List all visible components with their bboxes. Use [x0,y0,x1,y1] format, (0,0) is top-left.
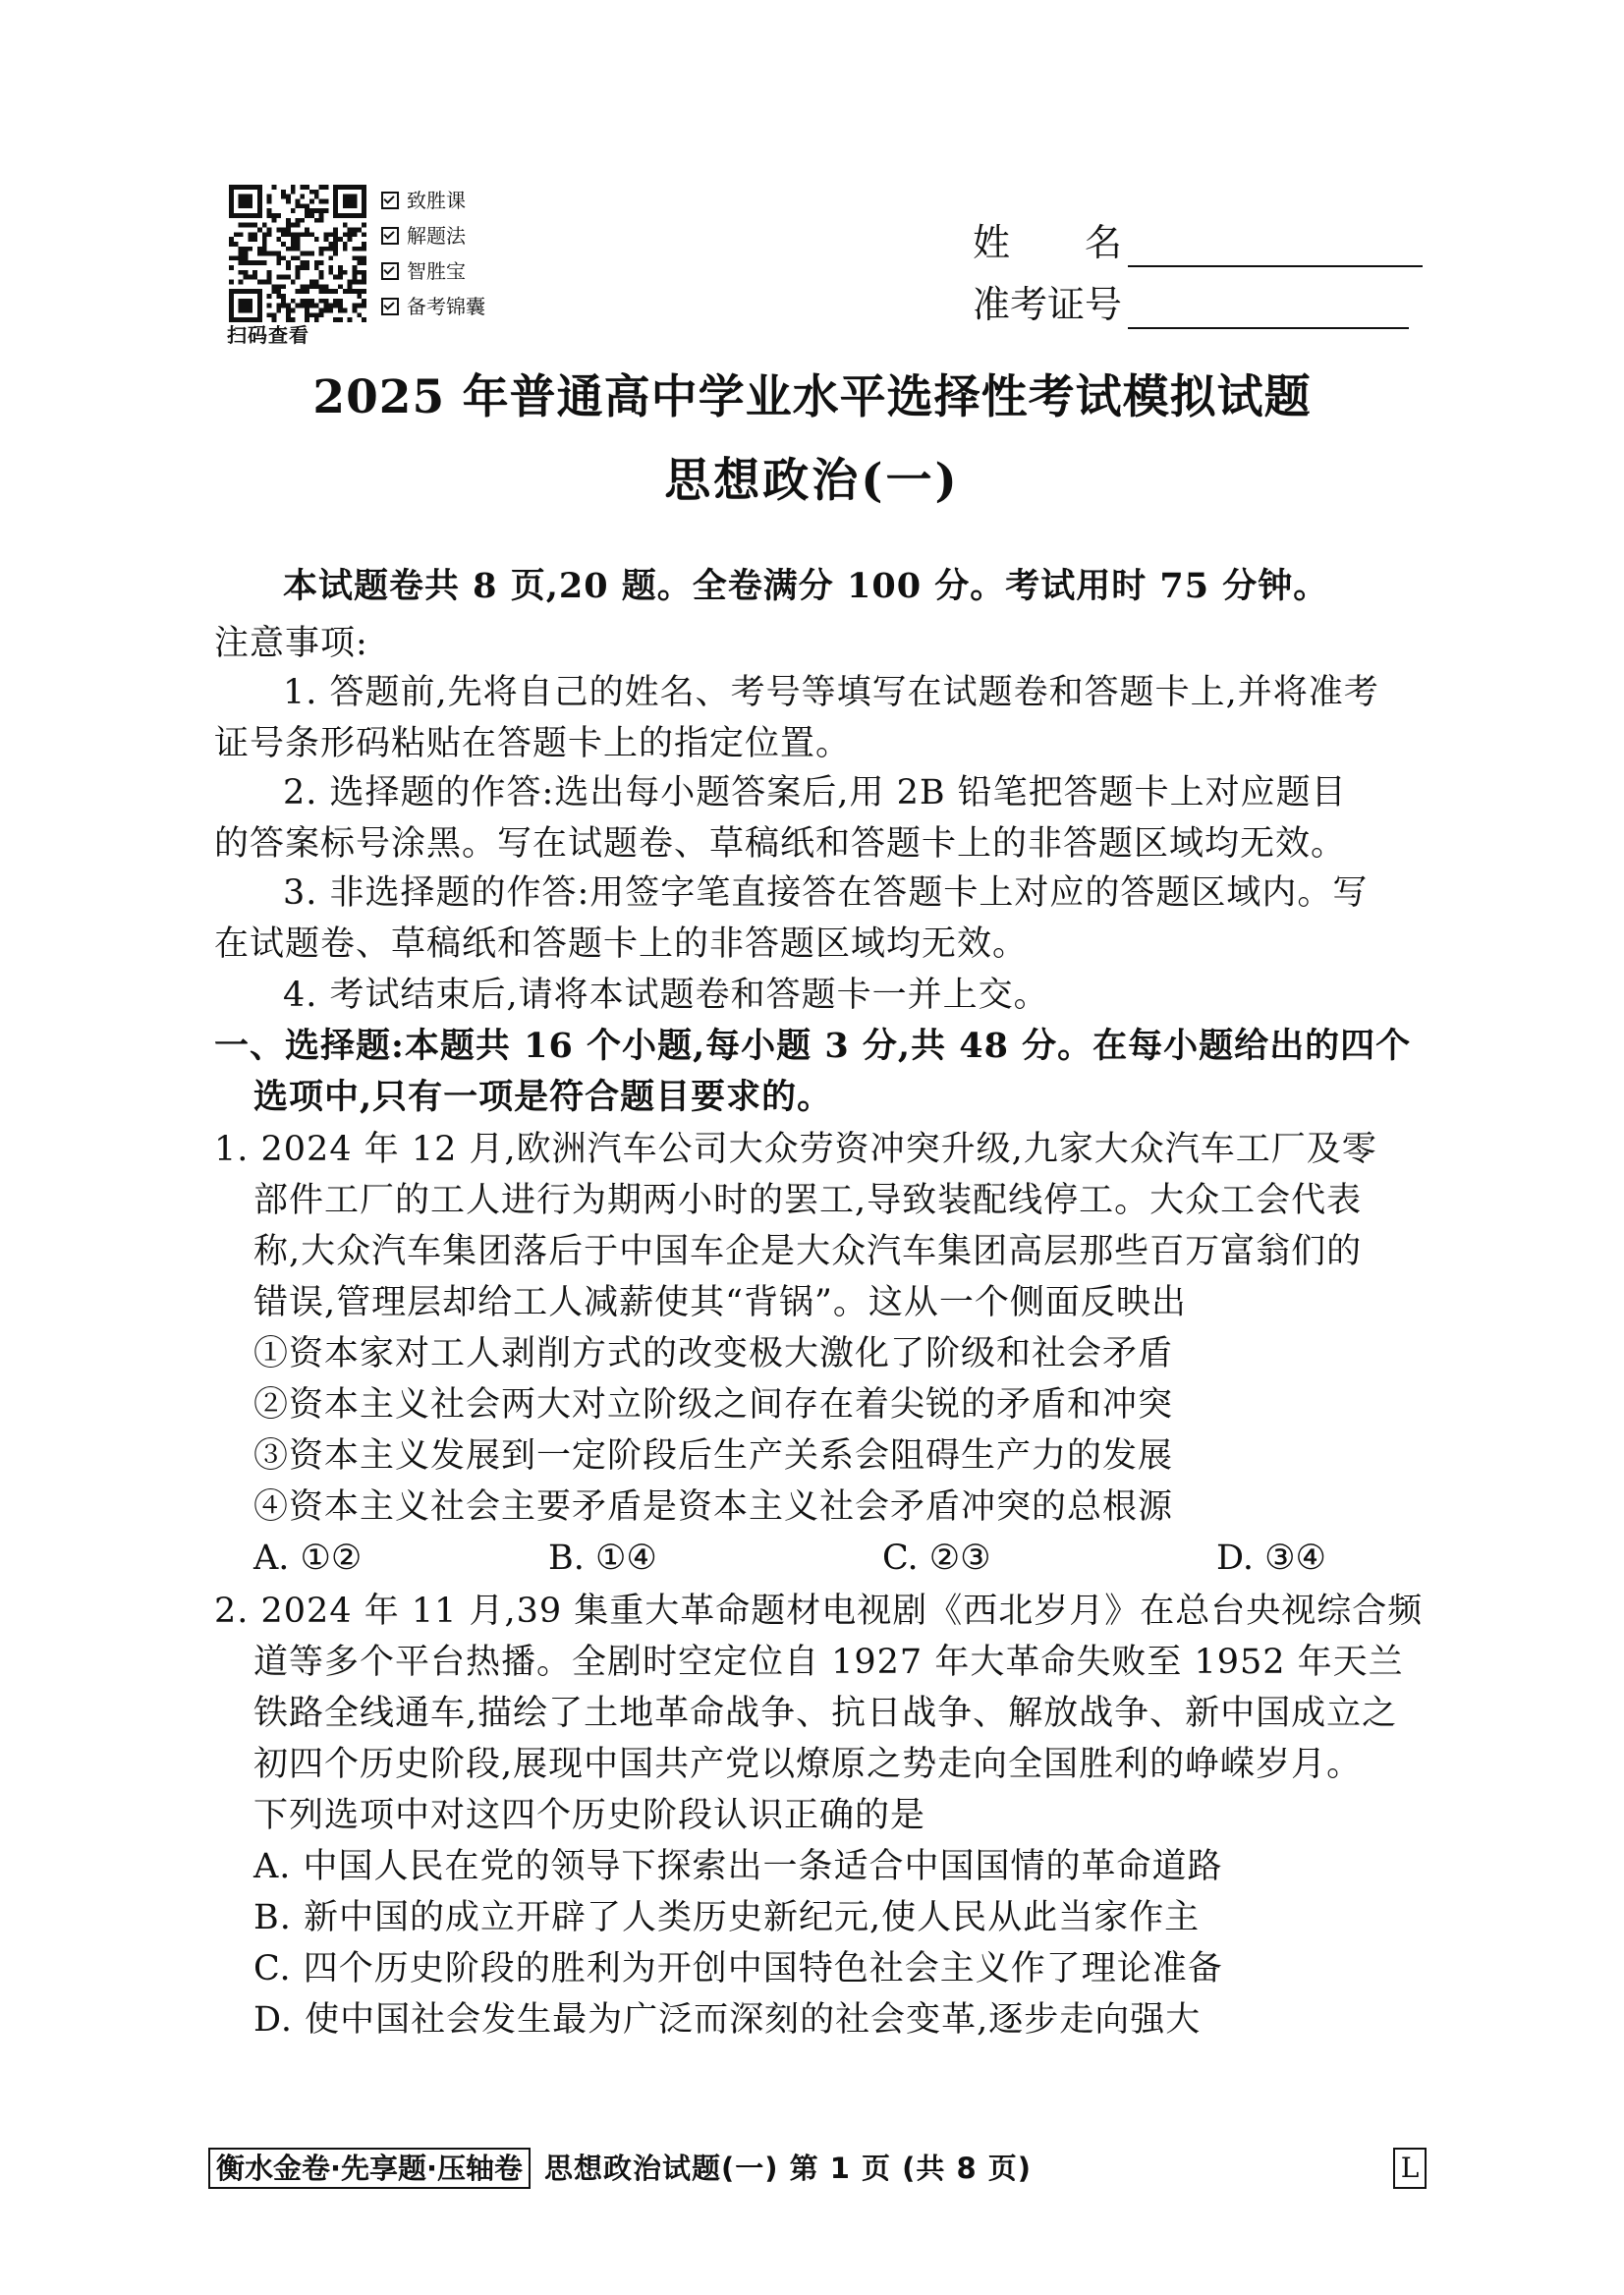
q2-stem-line: 道等多个平台热播。全剧时空定位自 1927 年大革命失败至 1952 年天兰 [253,1643,1404,1682]
page-indicator: 思想政治试题(一) 第 1 页 (共 8 页) [544,2152,1032,2185]
note-line: 的答案标号涂黑。写在试题卷、草稿纸和答题卡上的非答题区域均无效。 [214,824,1347,864]
q1-stem-line: 称,大众汽车集团落后于中国车企是大众汽车集团高层那些百万富翁们的 [253,1232,1363,1271]
qr-feature-label: 致胜课 [407,189,466,212]
exam-intro: 本试题卷共 8 页,20 题。全卷满分 100 分。考试用时 75 分钟。 [283,566,1329,606]
note-line: 3. 非选择题的作答:用签字笔直接答在答题卡上对应的答题区域内。写 [283,873,1369,913]
q2-option-c[interactable]: C. 四个历史阶段的胜利为开创中国特色社会主义作了理论准备 [253,1949,1223,1988]
qr-feature-list [381,183,485,324]
name-field[interactable] [973,218,1423,267]
q1-statement: ②资本主义社会两大对立阶级之间存在着尖锐的矛盾和冲突 [253,1385,1174,1425]
q2-option-d[interactable]: D. 使中国社会发生最为广泛而深刻的社会变革,逐步走向强大 [253,2000,1202,2040]
q2-stem-line: 初四个历史阶段,展现中国共产党以燎原之势走向全国胜利的峥嵘岁月。 [253,1745,1363,1784]
q1-stem-line: 1. 2024 年 12 月,欧洲汽车公司大众劳资冲突升级,九家大众汽车工厂及零 [214,1130,1377,1169]
page-footer [208,2146,1032,2191]
qr-feature-label: 智胜宝 [407,259,466,283]
exam-subtitle: 思想政治(一) [664,454,960,508]
version-mark: L [1393,2148,1427,2189]
note-line: 1. 答题前,先将自己的姓名、考号等填写在试题卷和答题卡上,并将准考 [283,673,1379,712]
q1-stem-line: 错误,管理层却给工人减薪使其“背锅”。这从一个侧面反映出 [253,1283,1187,1322]
exam-id-field[interactable] [973,280,1409,329]
checkbox-checked-icon [381,227,399,245]
q1-statement: ①资本家对工人剥削方式的改变极大激化了阶级和社会矛盾 [253,1334,1174,1373]
q2-stem-line: 2. 2024 年 11 月,39 集重大革命题材电视剧《西北岁月》在总台央视综合频 [214,1592,1424,1631]
checkbox-checked-icon [381,262,399,280]
qr-feature-item [381,218,485,253]
notes-heading: 注意事项: [214,624,368,663]
checkbox-checked-icon [381,298,399,315]
series-badge: 衡水金卷·先享题·压轴卷 [208,2148,531,2189]
section-heading-cont: 选项中,只有一项是符合题目要求的。 [253,1077,833,1117]
q1-option-b[interactable]: B. ①④ [548,1539,657,1578]
note-line: 2. 选择题的作答:选出每小题答案后,用 2B 铅笔把答题卡上对应题目 [283,773,1347,812]
qr-code-icon[interactable] [229,185,366,322]
qr-caption: 扫码查看 [227,323,309,347]
note-line: 4. 考试结束后,请将本试题卷和答题卡一并上交。 [283,976,1049,1015]
q1-option-a[interactable]: A. ①② [253,1539,363,1578]
note-line: 证号条形码粘贴在答题卡上的指定位置。 [214,724,852,763]
q2-option-a[interactable]: A. 中国人民在党的领导下探索出一条适合中国国情的革命道路 [253,1847,1223,1886]
q1-option-c[interactable]: C. ②③ [882,1539,991,1578]
section-heading: 一、选择题:本题共 16 个小题,每小题 3 分,共 48 分。在每小题给出的四个 [214,1026,1412,1066]
q1-statement: ④资本主义社会主要矛盾是资本主义社会矛盾冲突的总根源 [253,1487,1174,1527]
exam-id-label: 准考证号 [973,283,1123,326]
exam-title: 2025 年普通高中学业水平选择性考试模拟试题 [312,370,1312,424]
q2-option-b[interactable]: B. 新中国的成立开辟了人类历史新纪元,使人民从此当家作主 [253,1898,1201,1937]
name-label: 姓 名 [973,221,1123,264]
q1-stem-line: 部件工厂的工人进行为期两小时的罢工,导致装配线停工。大众工会代表 [253,1181,1363,1220]
qr-feature-label: 备考锦囊 [407,295,485,318]
exam-id-blank[interactable] [1128,288,1409,329]
q2-stem-line: 下列选项中对这四个历史阶段认识正确的是 [253,1796,926,1835]
name-blank[interactable] [1128,226,1423,267]
q1-statement: ③资本主义发展到一定阶段后生产关系会阻碍生产力的发展 [253,1436,1174,1476]
q1-option-d[interactable]: D. ③④ [1216,1539,1326,1578]
q2-stem-line: 铁路全线通车,描绘了土地革命战争、抗日战争、解放战争、新中国成立之 [253,1694,1398,1733]
qr-feature-item [381,253,485,289]
qr-feature-item [381,289,485,324]
note-line: 在试题卷、草稿纸和答题卡上的非答题区域均无效。 [214,924,1029,964]
qr-feature-item [381,183,485,218]
checkbox-checked-icon [381,192,399,209]
qr-feature-label: 解题法 [407,224,466,248]
